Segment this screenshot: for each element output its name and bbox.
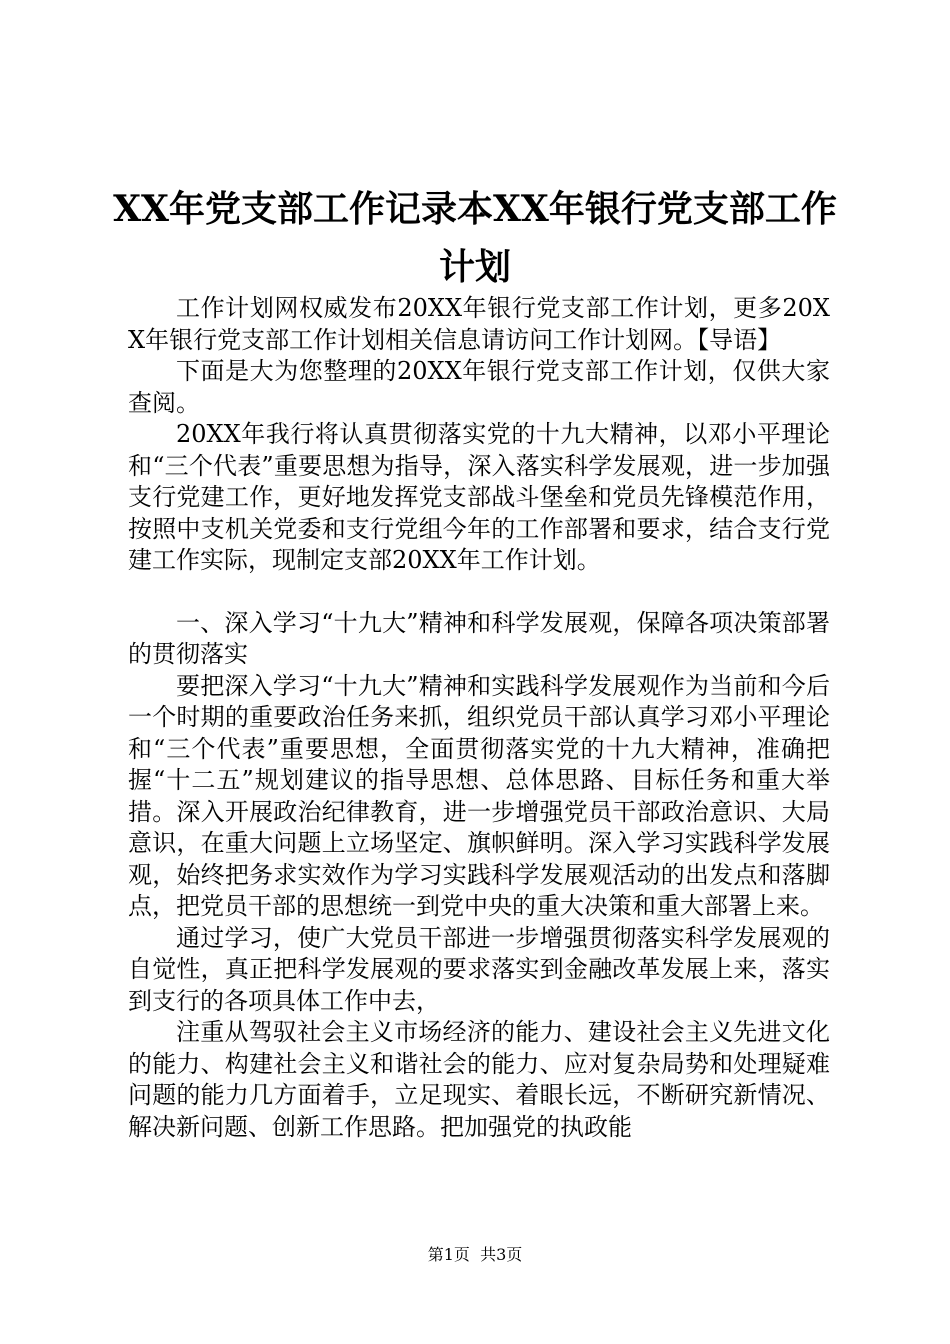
page-number-footer: 第1页 共3页 xyxy=(427,1245,523,1264)
document-title xyxy=(0,180,950,296)
document-body xyxy=(128,293,830,1143)
body-paragraph: 要把深入学习“十九大”精神和实践科学发展观作为当前和今后一个时期的重要政治任务来抓，组织党员干部认真学习邓小平理论和“三个代表”重要思想，全面贯彻落实党的十九大精神，准确把握“十二五”规划建议的指导思想、总体思路、目标任务和重大举措。深入开展政治纪律教育，进一步增强党员干部政治意识、大局意识，在重大问题上立场坚定、旗帜鲜明。深入学习实践科学发展观，始终把务求实效作为学习实践科学发展观活动的出发点和落脚点，把党员干部的思想统一到党中央的重大决策和重大部署上来。 xyxy=(128,671,830,920)
section-heading: 一、深入学习“十九大”精神和科学发展观，保障各项决策部署的贯彻落实 xyxy=(128,608,830,668)
title-line-2: 计划 xyxy=(438,246,511,288)
overview-paragraph: 20XX年我行将认真贯彻落实党的十九大精神，以邓小平理论和“三个代表”重要思想为指导，深入落实科学发展观，进一步加强支行党建工作，更好地发挥党支部战斗堡垒和党员先锋模范作用，按照中支机关党委和支行党组今年的工作部署和要求，结合支行党建工作实际，现制定支部20XX年工作计划。 xyxy=(128,420,830,574)
body-paragraph: 注重从驾驭社会主义市场经济的能力、建设社会主义先进文化的能力、构建社会主义和谐社会的能力、应对复杂局势和处理疑难问题的能力几方面着手，立足现实、着眼长远，不断研究新情况、解决新问题、创新工作思路。把加强党的执政能 xyxy=(128,1018,830,1141)
intro-paragraph: 工作计划网权威发布20XX年银行党支部工作计划，更多20XX年银行党支部工作计划相关信息请访问工作计划网。【导语】 xyxy=(128,294,830,354)
title-line-1: XX年党支部工作记录本XX年银行党支部工作 xyxy=(113,188,837,230)
body-paragraph: 通过学习，使广大党员干部进一步增强贯彻落实科学发展观的自觉性，真正把科学发展观的要求落实到金融改革发展上来，落实到支行的各项具体工作中去， xyxy=(128,923,830,1015)
lead-paragraph: 下面是大为您整理的20XX年银行党支部工作计划，仅供大家查阅。 xyxy=(128,357,830,417)
